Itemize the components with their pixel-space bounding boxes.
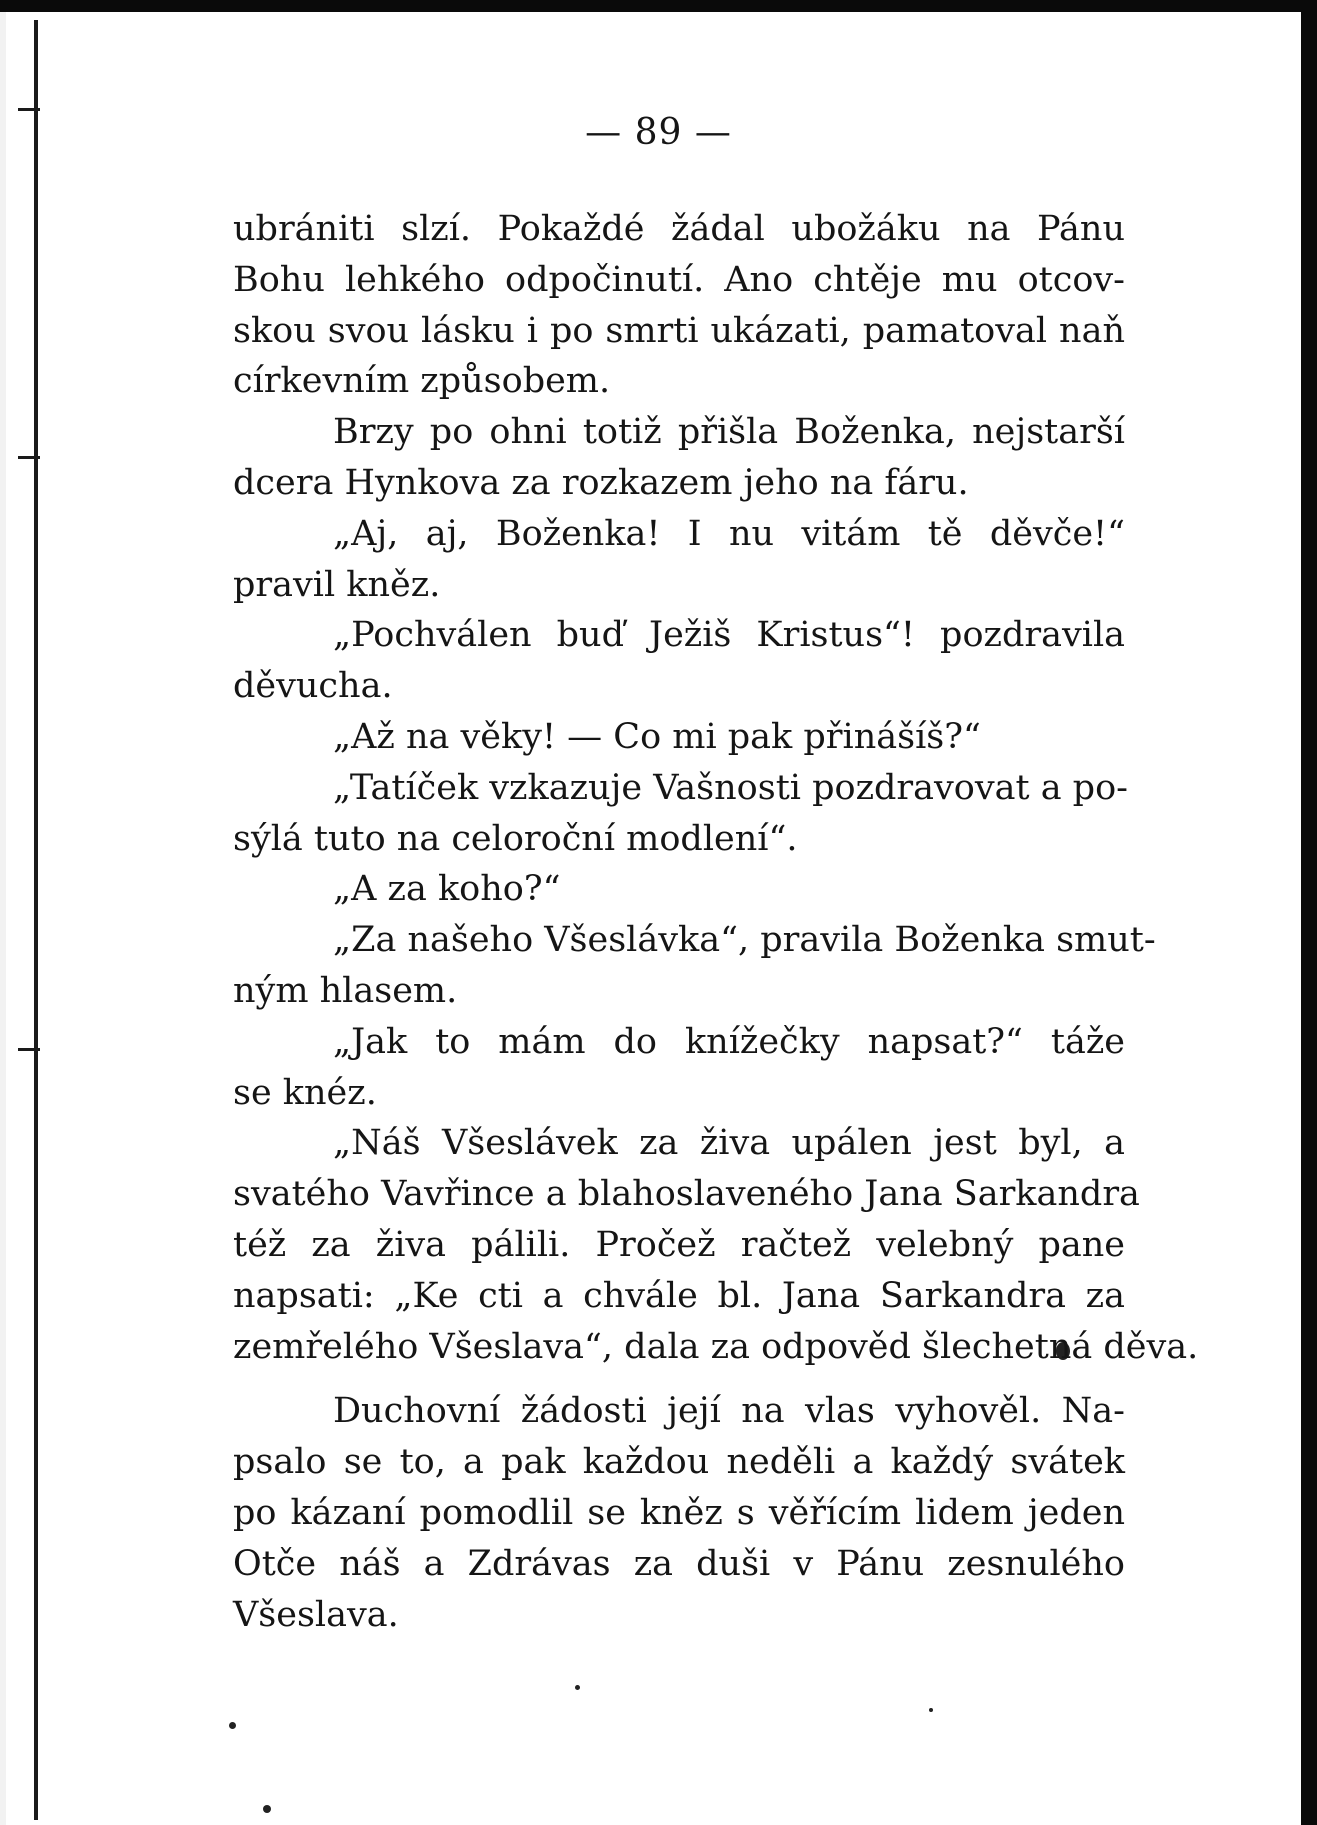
text-line: „Tatíček vzkazuje Vašnosti pozdravovat a po- bbox=[333, 767, 1128, 808]
text-line: svatého Vavřince a blahoslaveného Jana Sarkandra bbox=[233, 1174, 1140, 1215]
scan-speck bbox=[229, 1722, 236, 1729]
text-line: též za živa pálili. Pročež račtež velebný pane bbox=[233, 1224, 1125, 1265]
scan-top-border bbox=[0, 0, 1317, 12]
text-line: Brzy po ohni totiž přišla Boženka, nejstarší bbox=[333, 412, 1125, 453]
text-line: pravil kněz. bbox=[233, 564, 441, 605]
text-line: církevním způsobem. bbox=[233, 361, 611, 402]
text-line: děvucha. bbox=[233, 666, 393, 707]
text-line: „Náš Všeslávek za živa upálen jest byl, a bbox=[333, 1123, 1125, 1164]
scan-left-margin bbox=[0, 0, 6, 1825]
text-line: Všeslava. bbox=[233, 1594, 399, 1635]
binding-edge-tick bbox=[18, 108, 40, 111]
binding-edge-tick bbox=[18, 456, 40, 459]
text-line: ným hlasem. bbox=[233, 970, 458, 1011]
paragraph-gap bbox=[233, 1372, 1125, 1386]
scan-speck bbox=[263, 1805, 271, 1813]
binding-edge-line bbox=[34, 20, 38, 1820]
text-line: „Pochválen buď Ježiš Kristus“! pozdravila bbox=[333, 615, 1125, 656]
text-line: zemřelého Všeslava“, dala za odpověd šlechetná děva. bbox=[233, 1326, 1199, 1367]
body-text bbox=[233, 204, 1199, 1640]
text-line: Bohu lehkého odpočinutí. Ano chtěje mu otcov- bbox=[233, 259, 1125, 300]
text-line: „Aj, aj, Boženka! I nu vitám tě děvče!“ bbox=[333, 513, 1125, 554]
binding-edge-tick bbox=[18, 1048, 40, 1051]
text-line: se knéz. bbox=[233, 1072, 377, 1113]
text-line: skou svou lásku i po smrti ukázati, pamatoval naň bbox=[233, 310, 1125, 351]
scan-speck bbox=[929, 1708, 933, 1712]
text-line: Duchovní žádosti její na vlas vyhověl. Na- bbox=[333, 1391, 1125, 1432]
text-line: napsati: „Ke cti a chvále bl. Jana Sarkandra za bbox=[233, 1275, 1125, 1316]
page-number: — 89 — bbox=[585, 112, 732, 153]
text-line: psalo se to, a pak každou neděli a každý svátek bbox=[233, 1442, 1125, 1483]
text-line: „A za koho?“ bbox=[333, 869, 561, 910]
scan-speck bbox=[575, 1685, 580, 1690]
text-line: sýlá tuto na celoroční modlení“. bbox=[233, 818, 798, 859]
text-line: „Až na věky! — Co mi pak přinášíš?“ bbox=[333, 716, 981, 757]
text-line: Otče náš a Zdrávas za duši v Pánu zesnulého bbox=[233, 1543, 1125, 1584]
text-line: „Jak to mám do knížečky napsat?“ táže bbox=[333, 1021, 1125, 1062]
text-line: ubrániti slzí. Pokaždé žádal ubožáku na Pánu bbox=[233, 209, 1125, 249]
scan-right-border bbox=[1301, 0, 1317, 1825]
text-line: po kázaní pomodlil se kněz s věřícím lidem jeden bbox=[233, 1492, 1125, 1533]
text-line: dcera Hynkova za rozkazem jeho na fáru. bbox=[233, 462, 969, 503]
text-line: „Za našeho Všeslávka“, pravila Boženka smut- bbox=[333, 920, 1156, 961]
